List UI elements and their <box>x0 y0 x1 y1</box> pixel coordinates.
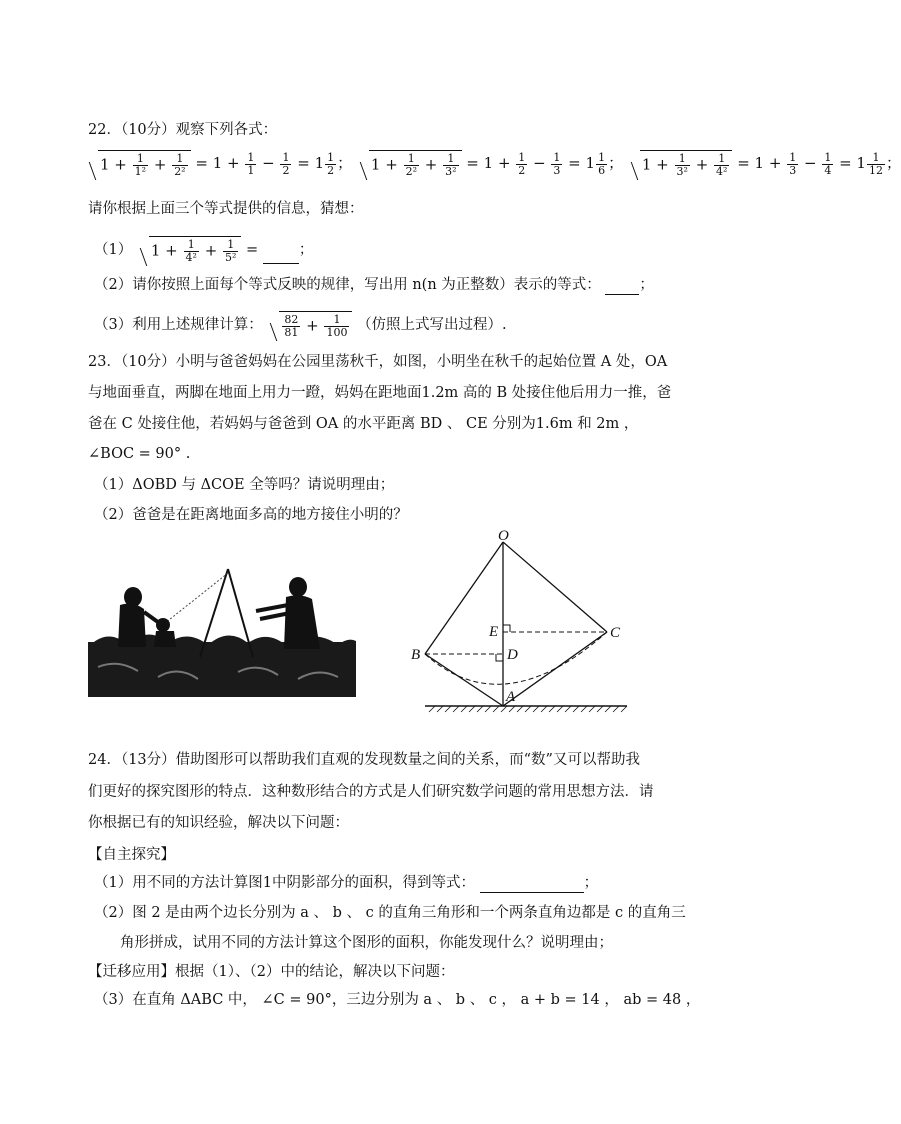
dad-body <box>284 595 320 649</box>
q22-part3-tail: （仿照上式写出过程）. <box>357 317 507 333</box>
segment-BA <box>425 654 503 706</box>
q24-section-explore: 【自主探究】 <box>88 847 175 863</box>
label-A: A <box>506 689 516 705</box>
ground-hatching <box>429 706 627 712</box>
q24-section-apply: 【迁移应用】根据（1）、（2）中的结论，解决以下问题： <box>88 964 455 980</box>
q24-part1 <box>94 873 598 893</box>
q23-part1: （1）ΔOBD 与 ΔCOE 全等吗？请说明理由； <box>94 477 395 493</box>
label-O: O <box>498 528 509 544</box>
child-head <box>156 618 170 632</box>
q22-hint: 请你根据上面三个等式提供的信息，猜想： <box>88 201 364 217</box>
q22-part1-tail: ； <box>298 242 314 258</box>
q24-part2b: 角形拼成，试用不同的方法计算这个图形的面积，你能发现什么？说明理由； <box>120 935 613 951</box>
q23-part2: （2）爸爸是在距离地面多高的地方接住小明的？ <box>94 507 408 523</box>
q22-part3 <box>94 311 507 339</box>
right-angle-E <box>503 625 510 632</box>
q22-part3-label: （3）利用上述规律计算： <box>94 317 263 333</box>
right-angle-D <box>496 654 503 661</box>
sqrt-1: 1 + $\frac{1}{\text{1²}}$ + $\frac{1}{\text{2²}}$ <box>86 150 191 178</box>
mom-body <box>118 604 146 647</box>
q22-heading: 22．（10分）观察下列各式： <box>88 122 278 138</box>
label-C: C <box>610 625 621 641</box>
q24-part1-tail: ； <box>583 875 599 891</box>
swing-photo <box>88 567 356 697</box>
label-D: D <box>507 647 518 663</box>
q23-line1: 23．（10分）小明与爸爸妈妈在公园里荡秋千，如图，小明坐在秋千的起始位置 A 处，OA <box>88 354 668 370</box>
q24-line1: 24．（13分）借助图形可以帮助我们直观的发现数量之间的关系，而“数”又可以帮助我 <box>88 752 640 768</box>
child-body <box>154 631 176 647</box>
q24-line2: 们更好的探究图形的特点．这种数形结合的方式是人们研究数学问题的常用思想方法．请 <box>88 784 654 800</box>
q24-line3: 你根据已有的知识经验，解决以下问题： <box>88 815 349 831</box>
q24-part2a: （2）图 2 是由两个边长分别为 a 、 b 、 c 的直角三角形和一个两条直角边都是 c 的直角三 <box>94 905 686 921</box>
answer-blank-3[interactable] <box>480 877 584 893</box>
q22-part1-label: （1） <box>94 242 133 258</box>
sqrt-calc: $\frac{82}{81}$ + $\frac{1}{100}$ <box>267 311 352 339</box>
q22-equations: 1 + $\frac{1}{\text{1²}}$ + $\frac{1}{\text{2²}}$ = 1 + $\frac{1}{1}$ − $\frac{1}{2}$ = 1 $\frac{1}{2}$ ； 1 + $\frac{1}{\text{2²}}$ + $\frac{1}{\text{3²}}$ = 1 + $\frac{1}{2}$ − $\frac{1}{3}$ = 1 $\frac{1}{6}$ ； 1 + $\frac{1}{\text{3²}}$ + $\frac{1}{\text{4²}}$ = 1 + $\frac{1}{3}$ − $\frac{1}{4}$ = 1 $\frac{1}{12}$ ； <box>86 150 901 178</box>
q22-part2-text: （2）请你按照上面每个等式反映的规律，写出用 n(n 为正整数）表示的等式： <box>94 277 601 293</box>
label-E: E <box>489 624 499 640</box>
q22-part2-tail: ； <box>639 277 654 293</box>
sqrt-2: 1 + $\frac{1}{\text{2²}}$ + $\frac{1}{\text{3²}}$ <box>357 150 462 178</box>
q23-line3: 爸在 C 处接住他，若妈妈与爸爸到 OA 的水平距离 BD 、 CE 分别为1.6m 和 2m ， <box>88 416 639 432</box>
dad-head <box>289 577 307 597</box>
answer-blank-1[interactable] <box>263 248 299 264</box>
q24-part1-text: （1）用不同的方法计算图1中阴影部分的面积，得到等式： <box>94 875 475 891</box>
answer-blank-2[interactable] <box>605 279 639 295</box>
sqrt-guess: 1 + $\frac{1}{\text{4²}}$ + $\frac{1}{\text{5²}}$ <box>137 236 242 264</box>
q23-line2: 与地面垂直，两脚在地面上用力一蹬，妈妈在距地面1.2m 高的 B 处接住他后用力一推，爸 <box>88 385 672 401</box>
segment-OC <box>503 542 607 632</box>
swing-diagram <box>405 528 635 718</box>
q24-part3: （3）在直角 ΔABC 中， ∠C = 90°，三边分别为 a 、 b 、 c ， a + b = 14 ， ab = 48 ， <box>94 992 701 1008</box>
label-B: B <box>411 647 421 663</box>
sqrt-3: 1 + $\frac{1}{\text{3²}}$ + $\frac{1}{\text{4²}}$ <box>628 150 733 178</box>
q22-part1: （1） 1 + $\frac{1}{\text{4²}}$ + $\frac{1}{\text{5²}}$ = ； <box>94 238 314 264</box>
q22-part2 <box>94 275 654 295</box>
q23-line4: ∠BOC = 90° . <box>88 446 191 462</box>
